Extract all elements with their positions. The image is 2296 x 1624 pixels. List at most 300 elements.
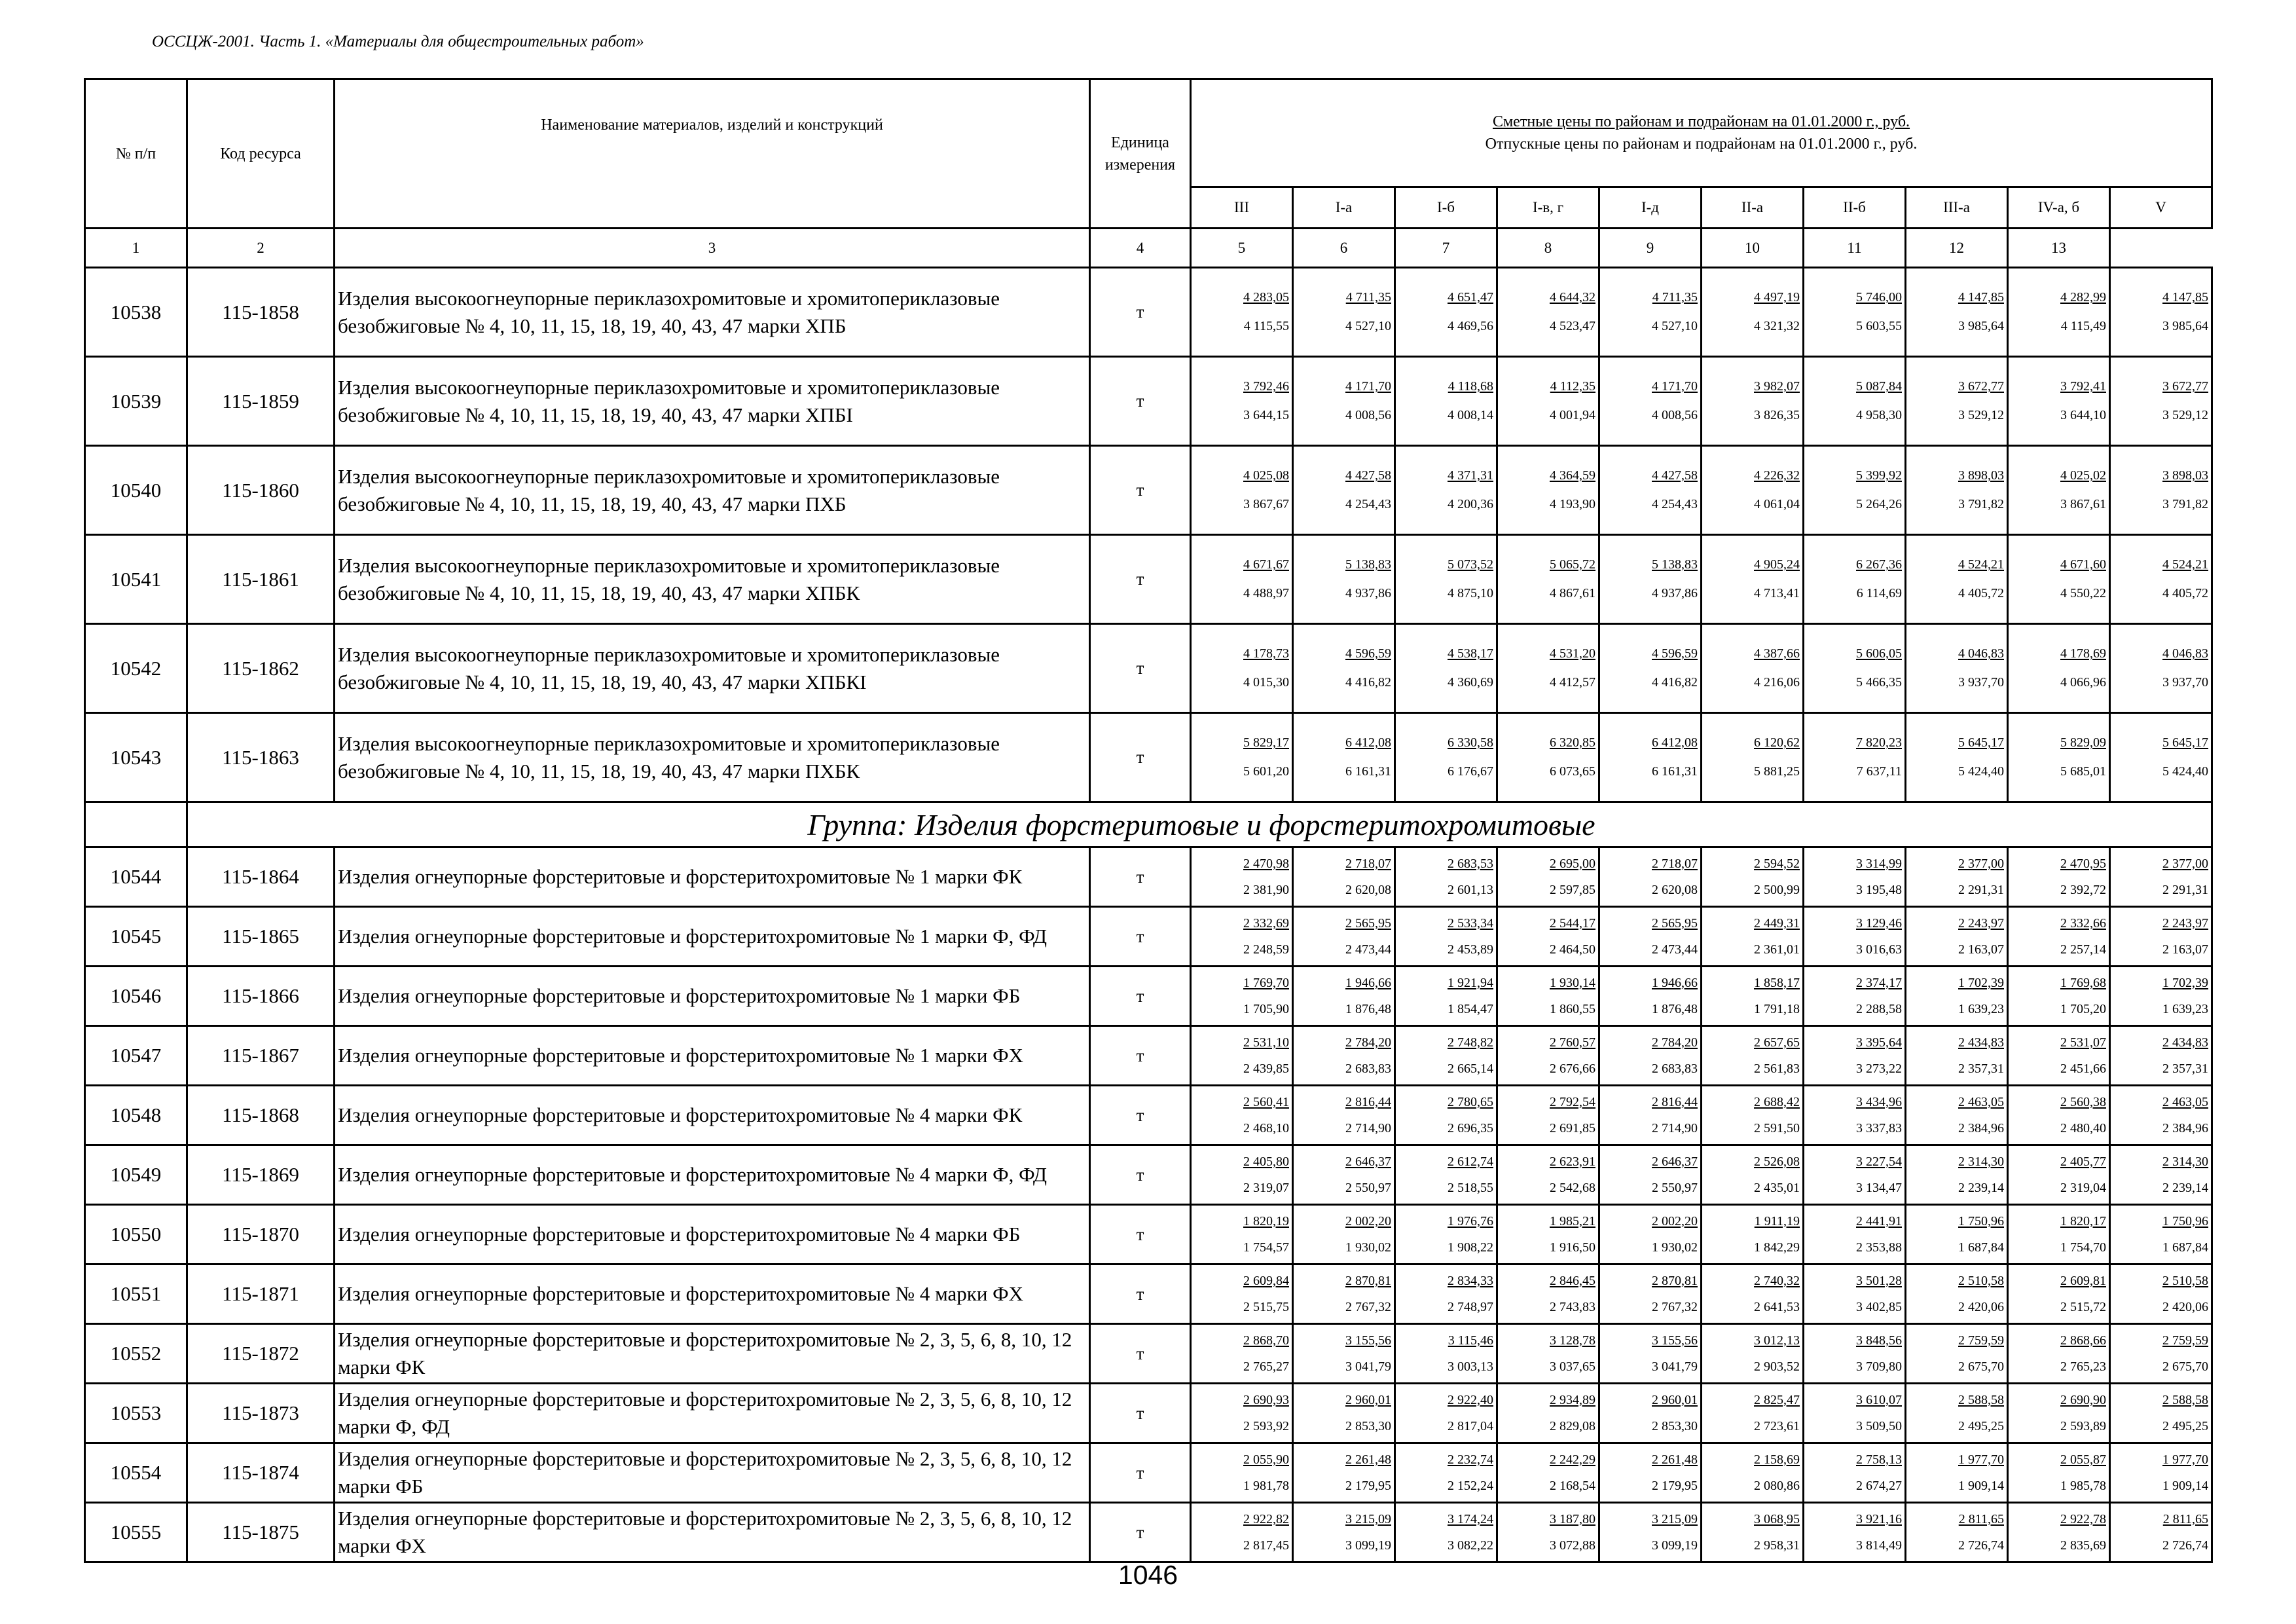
release-price: 2 743,83 <box>1550 1299 1595 1314</box>
release-price: 2 765,23 <box>2060 1359 2106 1374</box>
release-price: 1 639,23 <box>1958 1001 2004 1016</box>
price-cell <box>1906 1264 2008 1324</box>
release-price: 1 639,23 <box>2162 1001 2209 1016</box>
release-price: 4 001,94 <box>1550 408 1595 422</box>
price-cell <box>1395 1503 1497 1562</box>
release-price: 2 495,25 <box>1958 1418 2004 1433</box>
price-cell <box>1702 907 1804 967</box>
estimate-price: 1 930,14 <box>1550 975 1595 990</box>
resource-code: 115-1862 <box>187 624 335 713</box>
estimate-price: 4 644,32 <box>1550 290 1595 304</box>
release-price: 2 958,31 <box>1754 1538 1800 1553</box>
price-cell <box>1599 624 1702 713</box>
price-cell <box>1702 1324 1804 1384</box>
price-cell <box>1293 1026 1395 1086</box>
release-price: 3 402,85 <box>1856 1299 1902 1314</box>
table-row <box>85 1205 2212 1264</box>
release-price: 4 061,04 <box>1754 497 1800 511</box>
table-row <box>85 847 2212 907</box>
row-number: 10538 <box>85 268 187 357</box>
region-header: III <box>1191 187 1293 229</box>
price-cell <box>1906 1503 2008 1562</box>
row-number: 10545 <box>85 907 187 967</box>
column-number: 13 <box>2008 229 2110 268</box>
release-price: 4 416,82 <box>1652 675 1698 690</box>
estimate-price: 2 646,37 <box>1345 1154 1391 1169</box>
price-cell <box>1293 967 1395 1026</box>
release-price: 3 985,64 <box>2162 319 2209 333</box>
estimate-price: 2 718,07 <box>1652 856 1698 871</box>
price-cell <box>1497 967 1599 1026</box>
row-number: 10543 <box>85 713 187 802</box>
release-price: 4 488,97 <box>1243 586 1289 600</box>
resource-code: 115-1872 <box>187 1324 335 1384</box>
estimate-price: 2 261,48 <box>1345 1452 1391 1467</box>
release-price: 3 195,48 <box>1856 882 1902 897</box>
release-price: 2 257,14 <box>2060 942 2106 957</box>
price-cell <box>1906 713 2008 802</box>
price-cell <box>1599 446 1702 535</box>
price-cell <box>1804 1384 1906 1443</box>
table-row <box>85 1384 2212 1443</box>
release-price: 2 239,14 <box>1958 1180 2004 1195</box>
material-name: Изделия огнеупорные форстеритовые и форстеритохромитовые № 1 марки Ф, ФД <box>335 907 1090 967</box>
resource-code: 115-1861 <box>187 535 335 624</box>
price-cell <box>1906 1443 2008 1503</box>
estimate-price: 2 846,45 <box>1550 1273 1595 1288</box>
price-cell <box>1599 713 1702 802</box>
row-number: 10555 <box>85 1503 187 1562</box>
price-cell <box>1804 624 1906 713</box>
estimate-price: 3 898,03 <box>2162 468 2209 483</box>
price-cell <box>1395 1384 1497 1443</box>
price-cell <box>2008 1205 2110 1264</box>
release-price: 1 854,47 <box>1448 1001 1493 1016</box>
estimate-price: 4 046,83 <box>2162 646 2209 661</box>
price-cell <box>1804 1443 1906 1503</box>
price-cell <box>1906 1086 2008 1145</box>
price-cell <box>1497 268 1599 357</box>
release-price: 2 168,54 <box>1550 1478 1595 1493</box>
estimate-price: 1 946,66 <box>1345 975 1391 990</box>
estimate-price: 2 405,77 <box>2060 1154 2106 1169</box>
release-price: 6 114,69 <box>1856 586 1902 600</box>
release-price: 1 909,14 <box>2162 1478 2209 1493</box>
release-price: 3 273,22 <box>1856 1061 1902 1076</box>
col-header-code: Код ресурса <box>187 79 335 229</box>
release-price: 2 561,83 <box>1754 1061 1800 1076</box>
row-number: 10551 <box>85 1264 187 1324</box>
price-cell <box>1293 847 1395 907</box>
release-price: 2 239,14 <box>2162 1180 2209 1195</box>
release-price: 1 908,22 <box>1448 1240 1493 1255</box>
release-price: 1 687,84 <box>2162 1240 2209 1255</box>
price-cell <box>1906 1145 2008 1205</box>
price-cell <box>1293 268 1395 357</box>
release-price: 2 601,13 <box>1448 882 1493 897</box>
price-cell <box>1191 907 1293 967</box>
release-price: 4 321,32 <box>1754 319 1800 333</box>
row-number: 10539 <box>85 357 187 446</box>
estimate-price: 5 087,84 <box>1856 379 1902 394</box>
price-cell <box>2110 1205 2212 1264</box>
estimate-price: 3 215,09 <box>1345 1511 1391 1526</box>
estimate-price: 2 811,65 <box>2162 1511 2209 1526</box>
estimate-price: 1 750,96 <box>1958 1213 2004 1228</box>
release-price: 3 867,67 <box>1243 497 1289 511</box>
estimate-price: 4 025,02 <box>2060 468 2106 483</box>
price-cell <box>1906 268 2008 357</box>
row-number: 10549 <box>85 1145 187 1205</box>
price-cell <box>2110 624 2212 713</box>
estimate-price: 2 718,07 <box>1345 856 1391 871</box>
price-cell <box>2110 847 2212 907</box>
release-price: 2 591,50 <box>1754 1120 1800 1135</box>
estimate-price: 2 055,90 <box>1243 1452 1289 1467</box>
release-price: 4 867,61 <box>1550 586 1595 600</box>
material-name: Изделия высокоогнеупорные периклазохромитовые и хромитопериклазовые безобжиговые № 4, 10, 11, 15, 18, 19, 40, 43, 47 марки ПХБ <box>335 446 1090 535</box>
estimate-price: 3 921,16 <box>1856 1511 1902 1526</box>
price-header-estimate: Сметные цены по районам и подрайонам на 01.01.2000 г., руб. <box>1492 113 1910 130</box>
estimate-price: 4 282,99 <box>2060 290 2106 304</box>
table-body <box>85 268 2212 1562</box>
estimate-price: 1 977,70 <box>2162 1452 2209 1467</box>
release-price: 2 439,85 <box>1243 1061 1289 1076</box>
region-header: II-б <box>1804 187 1906 229</box>
table-row <box>85 1026 2212 1086</box>
estimate-price: 4 524,21 <box>2162 557 2209 572</box>
material-name: Изделия огнеупорные форстеритовые и форстеритохромитовые № 4 марки Ф, ФД <box>335 1145 1090 1205</box>
material-name: Изделия высокоогнеупорные периклазохромитовые и хромитопериклазовые безобжиговые № 4, 10, 11, 15, 18, 19, 40, 43, 47 марки ХПБК <box>335 535 1090 624</box>
release-price: 3 072,88 <box>1550 1538 1595 1553</box>
estimate-price: 6 330,58 <box>1448 735 1493 750</box>
price-cell <box>1599 1503 1702 1562</box>
release-price: 2 550,97 <box>1345 1180 1391 1195</box>
material-name: Изделия огнеупорные форстеритовые и форстеритохромитовые № 1 марки ФК <box>335 847 1090 907</box>
release-price: 2 593,89 <box>2060 1418 2106 1433</box>
unit-cell: т <box>1090 1384 1191 1443</box>
estimate-price: 2 449,31 <box>1754 915 1800 931</box>
estimate-price: 2 243,97 <box>2162 915 2209 931</box>
estimate-price: 1 769,68 <box>2060 975 2106 990</box>
material-name: Изделия огнеупорные форстеритовые и форстеритохромитовые № 4 марки ФХ <box>335 1264 1090 1324</box>
estimate-price: 2 695,00 <box>1550 856 1595 871</box>
column-number-row <box>85 229 2212 268</box>
material-name: Изделия огнеупорные форстеритовые и форстеритохромитовые № 2, 3, 5, 6, 8, 10, 12 марки ФБ <box>335 1443 1090 1503</box>
resource-code: 115-1859 <box>187 357 335 446</box>
price-cell <box>1804 1145 1906 1205</box>
estimate-price: 3 672,77 <box>2162 379 2209 394</box>
estimate-price: 1 911,19 <box>1754 1213 1800 1228</box>
estimate-price: 1 702,39 <box>2162 975 2209 990</box>
estimate-price: 2 784,20 <box>1652 1035 1698 1050</box>
column-number: 3 <box>335 229 1090 268</box>
estimate-price: 4 046,83 <box>1958 646 2004 661</box>
estimate-price: 3 395,64 <box>1856 1035 1902 1050</box>
estimate-price: 2 811,65 <box>1958 1511 2004 1526</box>
release-price: 3 037,65 <box>1550 1359 1595 1374</box>
release-price: 4 713,41 <box>1754 586 1800 600</box>
price-cell <box>2008 446 2110 535</box>
release-price: 2 765,27 <box>1243 1359 1289 1374</box>
price-cell <box>1906 357 2008 446</box>
price-cell <box>1191 1145 1293 1205</box>
group-spacer-cell <box>85 802 187 847</box>
estimate-price: 2 470,95 <box>2060 856 2106 871</box>
release-price: 2 515,75 <box>1243 1299 1289 1314</box>
column-number: 7 <box>1395 229 1497 268</box>
price-cell <box>1497 535 1599 624</box>
group-row <box>85 802 2212 847</box>
price-cell <box>1293 1145 1395 1205</box>
price-cell <box>1906 1384 2008 1443</box>
release-price: 5 424,40 <box>2162 764 2209 779</box>
estimate-price: 3 215,09 <box>1652 1511 1698 1526</box>
row-number: 10546 <box>85 967 187 1026</box>
price-cell <box>1497 713 1599 802</box>
material-name: Изделия высокоогнеупорные периклазохромитовые и хромитопериклазовые безобжиговые № 4, 10, 11, 15, 18, 19, 40, 43, 47 марки ХПБ <box>335 268 1090 357</box>
release-price: 3 134,47 <box>1856 1180 1902 1195</box>
release-price: 6 161,31 <box>1652 764 1698 779</box>
release-price: 2 665,14 <box>1448 1061 1493 1076</box>
estimate-price: 2 434,83 <box>1958 1035 2004 1050</box>
release-price: 4 937,86 <box>1345 586 1391 600</box>
price-cell <box>1395 446 1497 535</box>
estimate-price: 4 596,59 <box>1345 646 1391 661</box>
price-cell <box>1599 847 1702 907</box>
estimate-price: 5 645,17 <box>1958 735 2004 750</box>
estimate-price: 2 870,81 <box>1652 1273 1698 1288</box>
release-price: 2 817,45 <box>1243 1538 1289 1553</box>
price-cell <box>1191 1026 1293 1086</box>
price-cell <box>1191 1324 1293 1384</box>
price-cell <box>2008 624 2110 713</box>
estimate-price: 2 922,40 <box>1448 1392 1493 1407</box>
release-price: 2 291,31 <box>2162 882 2209 897</box>
estimate-price: 3 898,03 <box>1958 468 2004 483</box>
estimate-price: 2 531,10 <box>1243 1035 1289 1050</box>
estimate-price: 2 784,20 <box>1345 1035 1391 1050</box>
resource-code: 115-1871 <box>187 1264 335 1324</box>
release-price: 4 527,10 <box>1345 319 1391 333</box>
price-cell <box>1702 1384 1804 1443</box>
col-header-num: № п/п <box>85 79 187 229</box>
estimate-price: 2 002,20 <box>1345 1213 1391 1228</box>
price-table <box>84 78 2213 1563</box>
estimate-price: 2 588,58 <box>1958 1392 2004 1407</box>
release-price: 2 620,08 <box>1345 882 1391 897</box>
release-price: 5 685,01 <box>2060 764 2106 779</box>
estimate-price: 2 688,42 <box>1754 1094 1800 1109</box>
resource-code: 115-1860 <box>187 446 335 535</box>
price-cell <box>1497 1384 1599 1443</box>
resource-code: 115-1874 <box>187 1443 335 1503</box>
unit-cell: т <box>1090 357 1191 446</box>
price-cell <box>1599 907 1702 967</box>
price-cell <box>1293 1443 1395 1503</box>
material-name: Изделия огнеупорные форстеритовые и форстеритохромитовые № 2, 3, 5, 6, 8, 10, 12 марки ФК <box>335 1324 1090 1384</box>
estimate-price: 2 510,58 <box>2162 1273 2209 1288</box>
release-price: 4 254,43 <box>1345 497 1391 511</box>
estimate-price: 4 147,85 <box>2162 290 2209 304</box>
estimate-price: 4 147,85 <box>1958 290 2004 304</box>
price-cell <box>1293 1264 1395 1324</box>
estimate-price: 2 560,38 <box>2060 1094 2106 1109</box>
estimate-price: 3 115,46 <box>1448 1333 1493 1348</box>
price-cell <box>1497 1264 1599 1324</box>
release-price: 2 319,04 <box>2060 1180 2106 1195</box>
price-cell <box>1497 847 1599 907</box>
price-cell <box>1702 535 1804 624</box>
release-price: 2 542,68 <box>1550 1180 1595 1195</box>
price-cell <box>1497 907 1599 967</box>
price-cell <box>1804 1264 1906 1324</box>
release-price: 3 082,22 <box>1448 1538 1493 1553</box>
price-cell <box>1599 535 1702 624</box>
release-price: 6 161,31 <box>1345 764 1391 779</box>
release-price: 1 930,02 <box>1652 1240 1698 1255</box>
price-cell <box>1497 1026 1599 1086</box>
release-price: 2 420,06 <box>1958 1299 2004 1314</box>
release-price: 6 176,67 <box>1448 764 1493 779</box>
price-cell <box>1191 1205 1293 1264</box>
price-cell <box>1395 1324 1497 1384</box>
release-price: 2 451,66 <box>2060 1061 2106 1076</box>
price-cell <box>1395 713 1497 802</box>
release-price: 2 179,95 <box>1345 1478 1391 1493</box>
release-price: 2 691,85 <box>1550 1120 1595 1135</box>
release-price: 3 099,19 <box>1652 1538 1698 1553</box>
price-cell <box>1906 446 2008 535</box>
estimate-price: 6 412,08 <box>1652 735 1698 750</box>
estimate-price: 4 226,32 <box>1754 468 1800 483</box>
release-price: 2 835,69 <box>2060 1538 2106 1553</box>
release-price: 2 435,01 <box>1754 1180 1800 1195</box>
estimate-price: 2 510,58 <box>1958 1273 2004 1288</box>
table-row <box>85 1145 2212 1205</box>
unit-cell: т <box>1090 446 1191 535</box>
row-number: 10552 <box>85 1324 187 1384</box>
material-name: Изделия огнеупорные форстеритовые и форстеритохромитовые № 1 марки ФБ <box>335 967 1090 1026</box>
estimate-price: 2 922,78 <box>2060 1511 2106 1526</box>
estimate-price: 2 740,32 <box>1754 1273 1800 1288</box>
price-cell <box>1599 1324 1702 1384</box>
price-cell <box>1191 1086 1293 1145</box>
unit-cell: т <box>1090 713 1191 802</box>
release-price: 2 620,08 <box>1652 882 1698 897</box>
estimate-price: 6 320,85 <box>1550 735 1595 750</box>
region-header: IV-а, б <box>2008 187 2110 229</box>
estimate-price: 2 609,84 <box>1243 1273 1289 1288</box>
row-number: 10554 <box>85 1443 187 1503</box>
price-cell <box>1293 1503 1395 1562</box>
price-cell <box>1395 268 1497 357</box>
price-cell <box>1702 268 1804 357</box>
price-cell <box>1702 1503 1804 1562</box>
release-price: 2 384,96 <box>1958 1120 2004 1135</box>
estimate-price: 2 758,13 <box>1856 1452 1902 1467</box>
unit-cell: т <box>1090 1205 1191 1264</box>
material-name: Изделия высокоогнеупорные периклазохромитовые и хромитопериклазовые безобжиговые № 4, 10, 11, 15, 18, 19, 40, 43, 47 марки ПХБК <box>335 713 1090 802</box>
release-price: 2 714,90 <box>1652 1120 1698 1135</box>
table-row <box>85 268 2212 357</box>
estimate-price: 2 374,17 <box>1856 975 1902 990</box>
release-price: 2 480,40 <box>2060 1120 2106 1135</box>
estimate-price: 2 690,93 <box>1243 1392 1289 1407</box>
estimate-price: 2 760,57 <box>1550 1035 1595 1050</box>
release-price: 2 152,24 <box>1448 1478 1493 1493</box>
estimate-price: 2 748,82 <box>1448 1035 1493 1050</box>
estimate-price: 2 816,44 <box>1652 1094 1698 1109</box>
price-cell <box>1804 1324 1906 1384</box>
estimate-price: 2 377,00 <box>2162 856 2209 871</box>
price-header-release: Отпускные цены по районам и подрайонам на 01.01.2000 г., руб. <box>1485 136 1918 153</box>
release-price: 7 637,11 <box>1856 764 1902 779</box>
price-cell <box>2110 1086 2212 1145</box>
estimate-price: 2 434,83 <box>2162 1035 2209 1050</box>
estimate-price: 3 174,24 <box>1448 1511 1493 1526</box>
estimate-price: 2 868,70 <box>1243 1333 1289 1348</box>
release-price: 2 179,95 <box>1652 1478 1698 1493</box>
region-header: II-а <box>1702 187 1804 229</box>
estimate-price: 4 364,59 <box>1550 468 1595 483</box>
estimate-price: 3 012,13 <box>1754 1333 1800 1348</box>
release-price: 4 193,90 <box>1550 497 1595 511</box>
price-cell <box>2008 535 2110 624</box>
price-cell <box>1293 446 1395 535</box>
estimate-price: 2 759,59 <box>1958 1333 2004 1348</box>
column-number: 8 <box>1497 229 1599 268</box>
price-cell <box>1906 967 2008 1026</box>
estimate-price: 4 427,58 <box>1345 468 1391 483</box>
row-number: 10550 <box>85 1205 187 1264</box>
price-cell <box>1497 1443 1599 1503</box>
unit-cell: т <box>1090 1086 1191 1145</box>
table-row <box>85 713 2212 802</box>
price-cell <box>2008 713 2110 802</box>
estimate-price: 7 820,23 <box>1856 735 1902 750</box>
price-cell <box>1191 535 1293 624</box>
price-cell <box>2110 967 2212 1026</box>
estimate-price: 3 434,96 <box>1856 1094 1902 1109</box>
col-header-unit: Единица измерения <box>1090 79 1191 229</box>
estimate-price: 1 820,17 <box>2060 1213 2106 1228</box>
release-price: 2 676,66 <box>1550 1061 1595 1076</box>
column-number: 12 <box>1906 229 2008 268</box>
price-cell <box>1497 1324 1599 1384</box>
estimate-price: 2 560,41 <box>1243 1094 1289 1109</box>
estimate-price: 2 441,91 <box>1856 1213 1902 1228</box>
release-price: 5 601,20 <box>1243 764 1289 779</box>
price-cell <box>1702 357 1804 446</box>
resource-code: 115-1875 <box>187 1503 335 1562</box>
estimate-price: 4 538,17 <box>1448 646 1493 661</box>
price-cell <box>1906 1324 2008 1384</box>
price-cell <box>2008 357 2110 446</box>
estimate-price: 4 118,68 <box>1448 379 1493 394</box>
release-price: 3 985,64 <box>1958 319 2004 333</box>
release-price: 2 500,99 <box>1754 882 1800 897</box>
estimate-price: 2 922,82 <box>1243 1511 1289 1526</box>
release-price: 1 860,55 <box>1550 1001 1595 1016</box>
release-price: 2 674,27 <box>1856 1478 1902 1493</box>
release-price: 2 468,10 <box>1243 1120 1289 1135</box>
release-price: 4 115,49 <box>2060 319 2106 333</box>
release-price: 3 644,10 <box>2060 408 2106 422</box>
estimate-price: 1 858,17 <box>1754 975 1800 990</box>
price-cell <box>1702 1443 1804 1503</box>
price-cell <box>1599 1384 1702 1443</box>
